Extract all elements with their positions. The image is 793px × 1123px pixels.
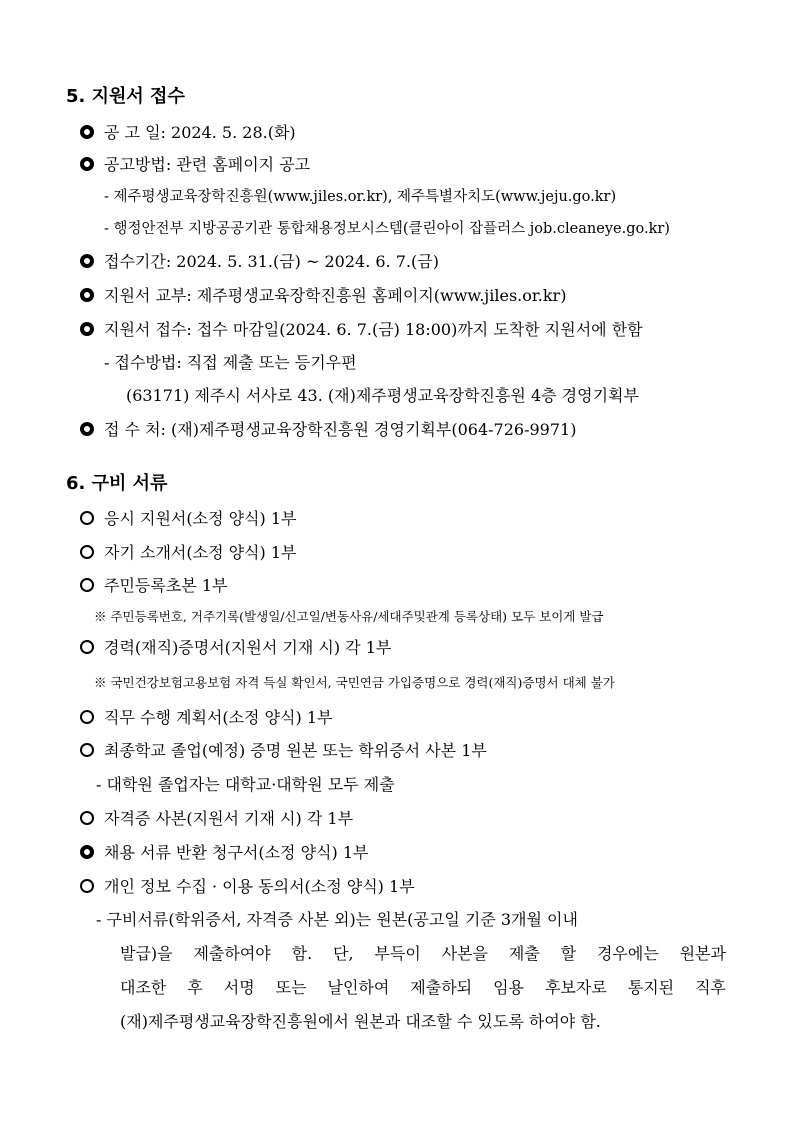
item-text: 개인 정보 수집 · 이용 동의서(소정 양식) 1부 (104, 877, 415, 896)
filled-bullet-icon (80, 125, 94, 139)
hollow-bullet-icon (80, 879, 94, 893)
item-text: 경력(재직)증명서(지원서 기재 시) 각 1부 (104, 638, 392, 657)
paragraph-line: (재)제주평생교육장학진흥원에서 원본과 대조할 수 있도록 하여야 함. (120, 1012, 601, 1031)
sub-item: - 접수방법: 직접 제출 또는 등기우편 (104, 353, 357, 372)
item-text: 자격증 사본(지원서 기재 시) 각 1부 (104, 809, 354, 828)
note-text: ※ 국민건강보험고용보험 자격 득실 확인서, 국민연금 가입증명으로 경력(재직)증명서 대체 불가 (94, 675, 615, 690)
list-item (80, 540, 296, 563)
paragraph-line: - 구비서류(학위증서, 자격증 사본 외)는 원본(공고일 기준 3개월 이내 (96, 910, 578, 929)
filled-bullet-icon (80, 157, 94, 171)
list-item (80, 874, 415, 897)
item-text: 지원서 교부: 제주평생교육장학진흥원 홈페이지(www.jiles.or.kr) (104, 286, 567, 305)
list-item (80, 738, 487, 761)
item-text: 공고방법: 관련 홈페이지 공고 (104, 155, 311, 174)
list-item (80, 705, 332, 728)
list-item (80, 120, 296, 143)
list-item (80, 635, 391, 658)
list-item (80, 806, 353, 829)
item-text: 최종학교 졸업(예정) 증명 원본 또는 학위증서 사본 1부 (104, 741, 487, 760)
list-item (80, 840, 368, 863)
hollow-bullet-icon (80, 811, 94, 825)
item-text: 자기 소개서(소정 양식) 1부 (104, 543, 297, 562)
sub-item: - 행정안전부 지방공공기관 통합채용정보시스템(클린아이 잡플러스 job.cleaneye.go.kr) (104, 221, 670, 237)
item-text: 주민등록초본 1부 (104, 576, 228, 595)
hollow-bullet-icon (80, 743, 94, 757)
list-item (80, 317, 643, 340)
note-text: ※ 주민등록번호, 거주기록(발생일/신고일/변동사유/세대주및관계 등록상태) 모두 보이게 발급 (94, 609, 604, 624)
list-item (80, 417, 576, 440)
section-5-title: 5. 지원서 접수 (66, 86, 185, 107)
item-text: 접수기간: 2024. 5. 31.(금) ~ 2024. 6. 7.(금) (104, 252, 439, 271)
item-text: 지원서 접수: 접수 마감일(2024. 6. 7.(금) 18:00)까지 도착한 지원서에 한함 (104, 320, 643, 339)
paragraph-line: 발급)을 제출하여야 함. 단, 부득이 사본을 제출 할 경우에는 원본과 (120, 944, 726, 963)
list-item (80, 283, 566, 306)
list-item (80, 573, 227, 596)
item-text: 접 수 처: (재)제주평생교육장학진흥원 경영기획부(064-726-9971) (104, 420, 577, 439)
list-item (80, 152, 310, 175)
list-item (80, 506, 296, 529)
hollow-bullet-icon (80, 578, 94, 592)
list-item (80, 249, 439, 272)
address-line: (63171) 제주시 서사로 43. (재)제주평생교육장학진흥원 4층 경영기획부 (126, 386, 639, 405)
paragraph-line: 대조한 후 서명 또는 날인하여 제출하되 임용 후보자로 통지된 직후 (120, 978, 726, 997)
item-text: 공 고 일: 2024. 5. 28.(화) (104, 123, 296, 142)
sub-item: - 제주평생교육장학진흥원(www.jiles.or.kr), 제주특별자치도(www.jeju.go.kr) (104, 189, 617, 205)
filled-bullet-icon (80, 254, 94, 268)
hollow-bullet-icon (80, 710, 94, 724)
filled-bullet-icon (80, 288, 94, 302)
section-6-title: 6. 구비 서류 (66, 473, 168, 494)
filled-bullet-icon (80, 422, 94, 436)
item-text: 채용 서류 반환 청구서(소정 양식) 1부 (104, 843, 369, 862)
hollow-bullet-icon (80, 640, 94, 654)
filled-bullet-icon (80, 845, 94, 859)
filled-bullet-icon (80, 322, 94, 336)
sub-item: - 대학원 졸업자는 대학교·대학원 모두 제출 (96, 775, 395, 794)
item-text: 직무 수행 계획서(소정 양식) 1부 (104, 708, 333, 727)
hollow-bullet-icon (80, 545, 94, 559)
hollow-bullet-icon (80, 511, 94, 525)
item-text: 응시 지원서(소정 양식) 1부 (104, 509, 297, 528)
